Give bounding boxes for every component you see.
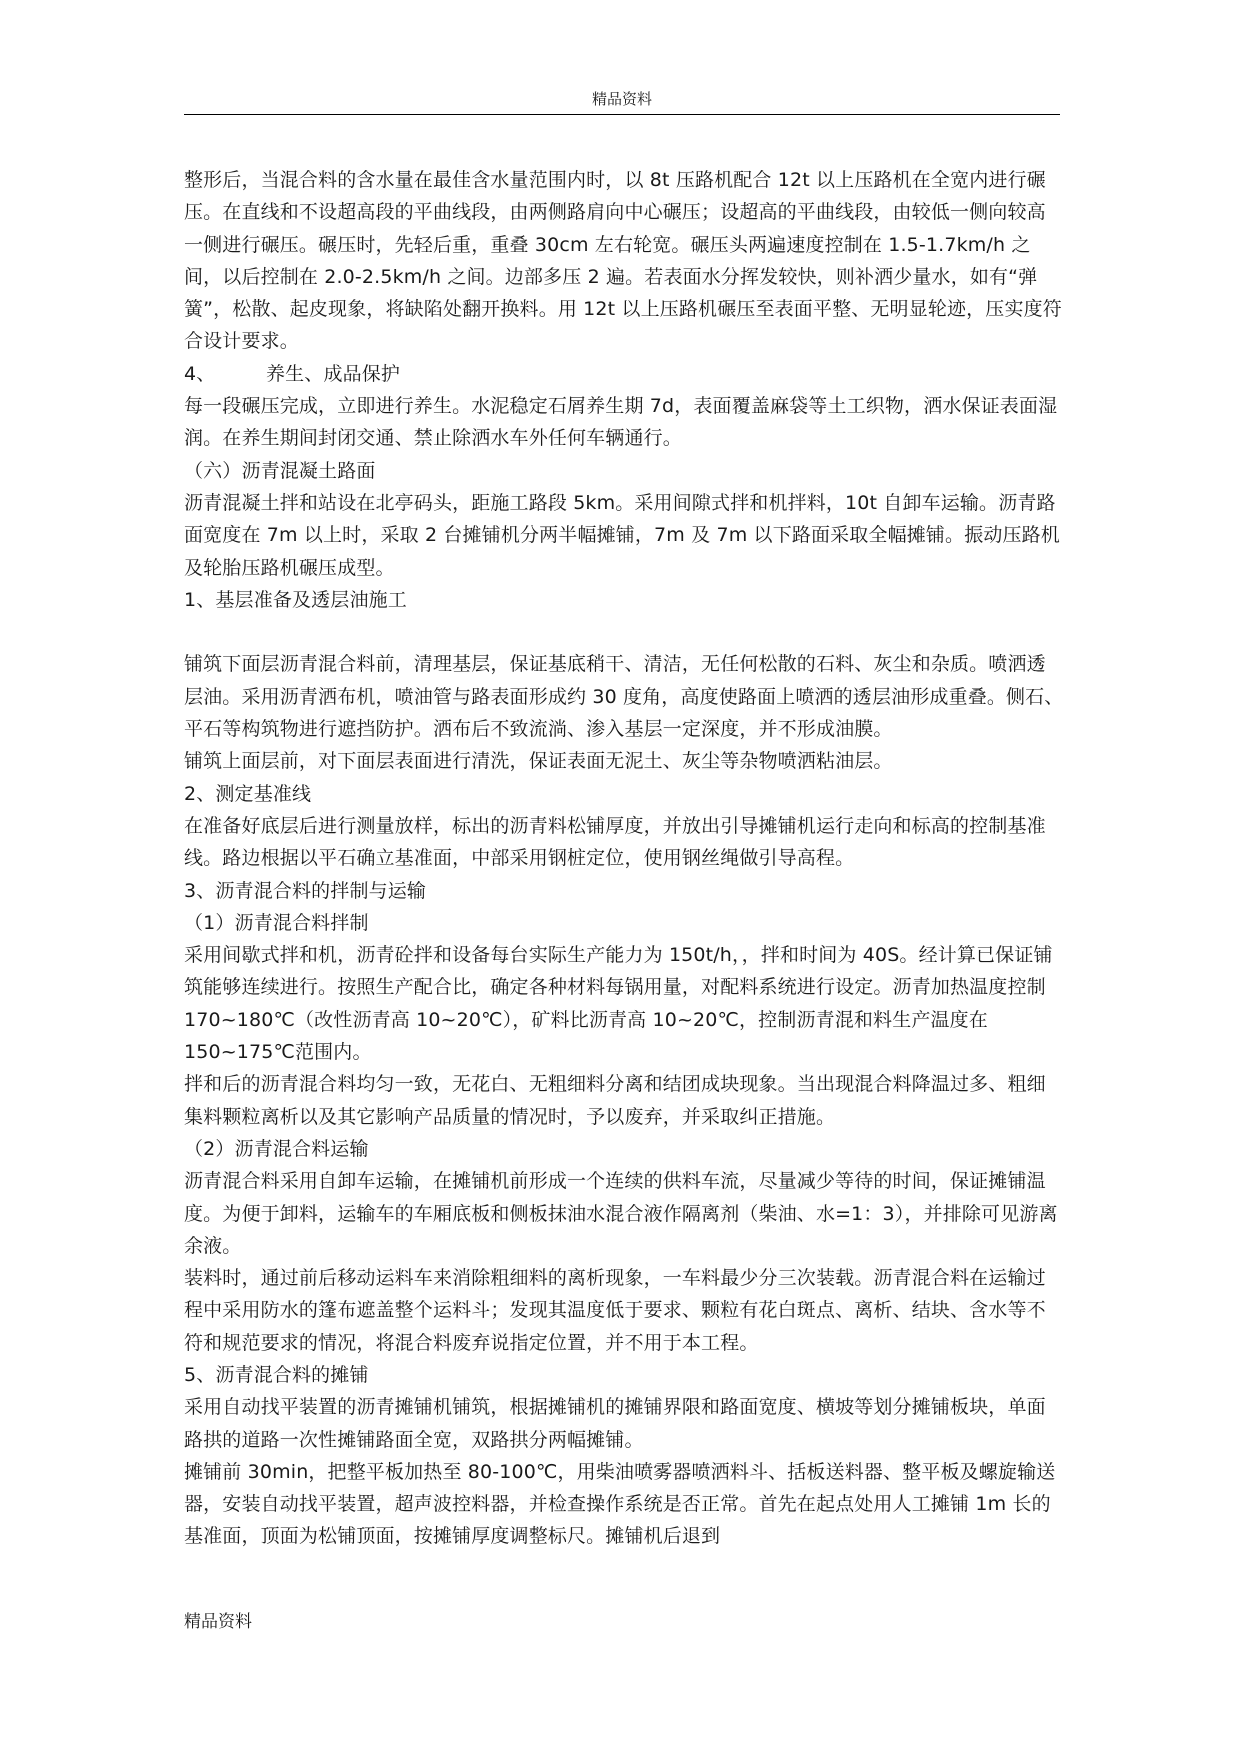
blank-line — [184, 616, 1064, 648]
heading-mixing-transport: 3、沥青混合料的拌制与运输 — [184, 879, 427, 902]
paragraph-curing: 每一段碾压完成，立即进行养生。水泥稳定石屑养生期 7d，表面覆盖麻袋等土工织物，洒水保证表面湿润。在养生期间封闭交通、禁止除洒水车外任何车辆通行。 — [184, 395, 1058, 450]
heading-reference-line: 2、测定基准线 — [184, 782, 312, 805]
heading-number: 4、 — [184, 362, 216, 385]
heading-text: 养生、成品保护 — [266, 362, 401, 385]
heading-base-preparation: 1、基层准备及透层油施工 — [184, 588, 407, 611]
paragraph-loading: 装料时，通过前后移动运料车来消除粗细料的离析现象，一车料最少分三次装载。沥青混合料在运输过程中采用防水的篷布遮盖整个运料斗；发现其温度低于要求、颗粒有花白斑点、离析、结块、含水等不符和规范要求的情况，将混合料废弃说指定位置，并不用于本工程。 — [184, 1267, 1046, 1354]
paragraph-transport: 沥青混合料采用自卸车运输，在摊铺机前形成一个连续的供料车流，尽量减少等待的时间，保证摊铺温度。为便于卸料，运输车的车厢底板和侧板抹油水混合液作隔离剂（柴油、水=1：3），并排除可见游离余液。 — [184, 1170, 1058, 1257]
header-divider — [184, 114, 1060, 115]
heading-paving: 5、沥青混合料的摊铺 — [184, 1363, 369, 1386]
subheading-mixing: （1）沥青混合料拌制 — [184, 911, 369, 934]
paragraph-reference-line: 在准备好底层后进行测量放样，标出的沥青料松铺厚度，并放出引导摊铺机运行走向和标高的控制基准线。路边根据以平石确立基准面，中部采用钢桩定位，使用钢丝绳做引导高程。 — [184, 814, 1046, 870]
paragraph-paving: 采用自动找平装置的沥青摊铺机铺筑，根据摊铺机的摊铺界限和路面宽度、横坡等划分摊铺板块，单面路拱的道路一次性摊铺路面全宽，双路拱分两幅摊铺。 — [184, 1396, 1046, 1451]
subheading-transport: （2）沥青混合料运输 — [184, 1137, 369, 1160]
paragraph-rolling: 整形后，当混合料的含水量在最佳含水量范围内时，以 8t 压路机配合 12t 以上压路机在全宽内进行碾压。在直线和不设超高段的平曲线段，由两侧路肩向中心碾压；设超高的平曲线段，由较低一侧向较高一侧进行碾压。碾压时，先轻后重，重叠 30cm 左右轮宽。碾压头两遍速度控制在 1.5-1.7km/h 之间，以后控制在 2.0-2.5km/h 之间。边部多压 2 遍。若表面水分挥发较快，则补洒少量水，如有“弹簧”，松散、起皮现象，将缺陷处翻开换料。用 12t 以上压路机碾压至表面平整、无明显轮迹，压实度符合设计要求。 — [184, 169, 1062, 353]
heading-curing — [184, 358, 1064, 390]
paragraph-prime-coat: 铺筑下面层沥青混合料前，清理基层，保证基底稍干、清洁，无任何松散的石料、灰尘和杂质。喷洒透层油。采用沥青洒布机，喷油管与路表面形成约 30 度角，高度使路面上喷洒的透层油形成重叠。侧石、平石等构筑物进行遮挡防护。洒布后不致流淌、渗入基层一定深度，并不形成油膜。 — [184, 653, 1064, 741]
page-footer: 精品资料 — [184, 1612, 252, 1632]
paragraph-tack-coat: 铺筑上面层前，对下面层表面进行清洗，保证表面无泥土、灰尘等杂物喷洒粘油层。 — [184, 750, 893, 773]
paragraph-mixing-station: 沥青混凝土拌和站设在北亭码头，距施工路段 5km。采用间隙式拌和机拌料，10t 自卸车运输。沥青路面宽度在 7m 以上时，采取 2 台摊铺机分两半幅摊铺，7m 及 7m 以下路面采取全幅摊铺。振动压路机及轮胎压路机碾压成型。 — [184, 491, 1060, 579]
paragraph-mix-quality: 拌和后的沥青混合料均匀一致，无花白、无粗细料分离和结团成块现象。当出现混合料降温过多、粗细集料颗粒离析以及其它影响产品质量的情况时，予以废弃，并采取纠正措施。 — [184, 1073, 1046, 1128]
paragraph-mixing: 采用间歇式拌和机，沥青砼拌和设备每台实际生产能力为 150t/h，，拌和时间为 40S。经计算已保证铺筑能够连续进行。按照生产配合比，确定各种材料每锅用量，对配料系统进行设定。沥青加热温度控制 170~180℃（改性沥青高 10~20℃），矿料比沥青高 10~20℃，控制沥青混和料生产温度在 150~175℃范围内。 — [184, 944, 1053, 1064]
paragraph-paving-prep: 摊铺前 30min，把整平板加热至 80-100℃，用柴油喷雾器喷洒料斗、括板送料器、整平板及螺旋输送器，安装自动找平装置，超声波控料器，并检查操作系统是否正常。首先在起点处用人工摊铺 1m 长的基准面，顶面为松铺顶面，按摊铺厚度调整标尺。摊铺机后退到 — [184, 1460, 1056, 1548]
document-body — [184, 164, 1064, 1553]
page-header: 精品资料 — [591, 90, 652, 108]
heading-asphalt-pavement: （六）沥青混凝土路面 — [184, 459, 376, 482]
